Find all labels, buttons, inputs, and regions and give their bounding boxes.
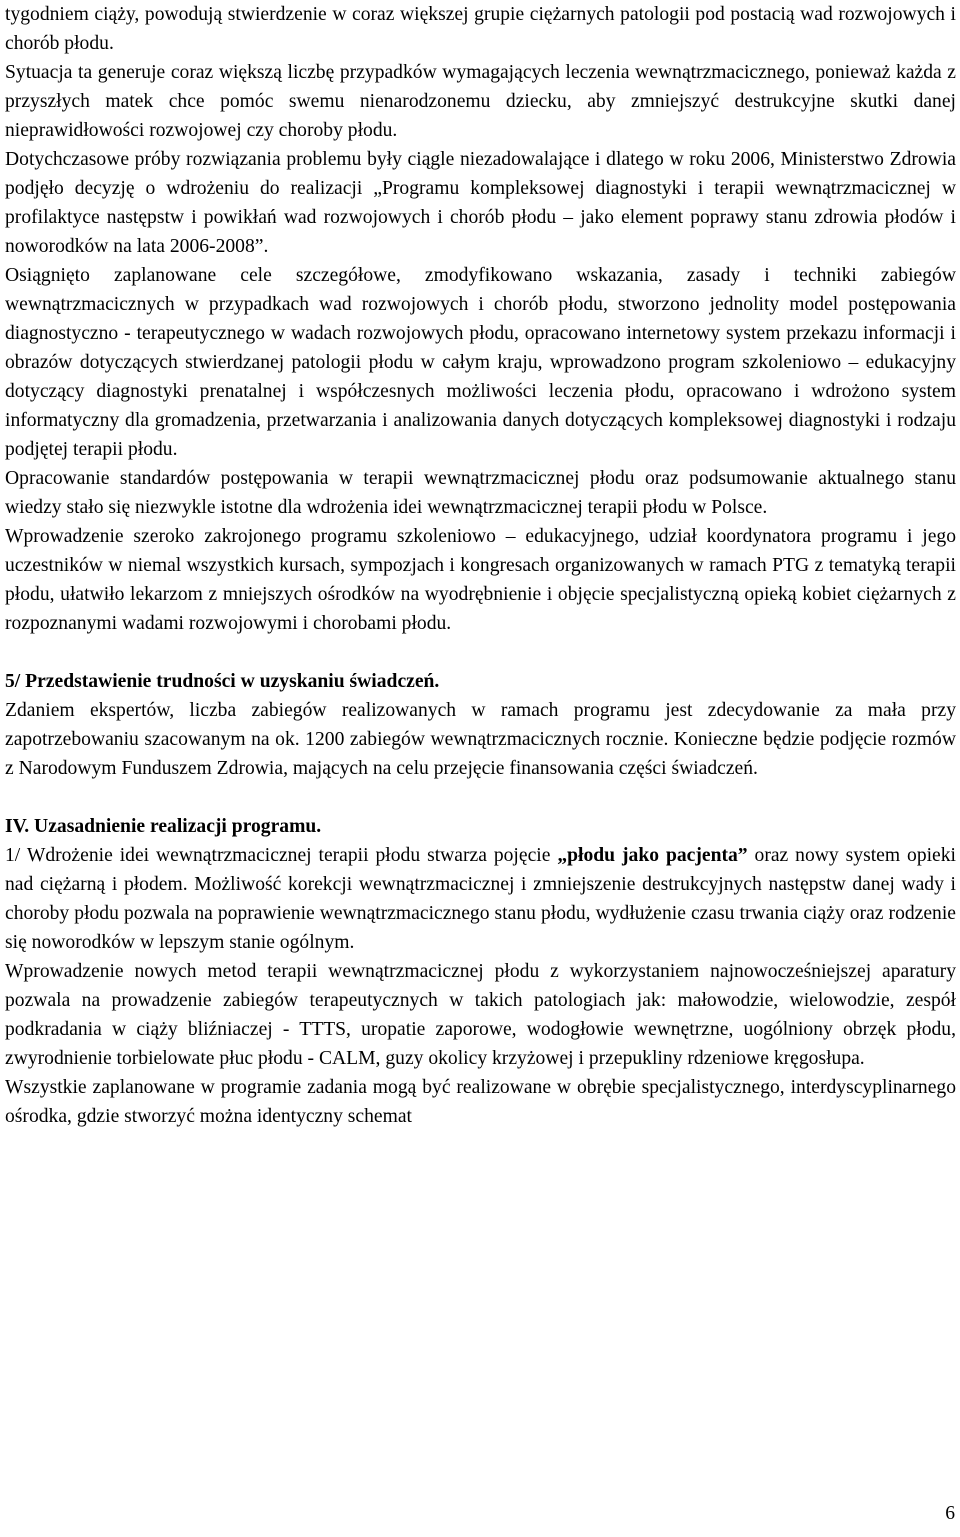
- patient-concept-bold: „płodu jako pacjenta”: [557, 845, 748, 866]
- section-4-heading: IV. Uzasadnienie realizacji programu.: [5, 816, 322, 837]
- paragraph-1: tygodniem ciąży, powodują stwierdzenie w coraz większej grupie ciężarnych patologii pod postacią wad rozwojowych i chorób płodu.: [5, 4, 956, 54]
- document-page: [5, 0, 956, 1131]
- paragraph-3: Dotychczasowe próby rozwiązania problemu były ciągle niezadowalające i dlatego w roku 2006, Ministerstwo Zdrowia podjęło decyzję o wdrożeniu do realizacji „Programu kompleksowej diagnostyki i terapii wewnątrzmacicznej w profilaktyce następstw i powikłań wad rozwojowych i chorób płodu – jako element poprawy stanu zdrowia płodów i noworodków na lata 2006-2008”.: [5, 149, 956, 257]
- page-number: 6: [945, 1503, 955, 1524]
- paragraph-5: Opracowanie standardów postępowania w terapii wewnątrzmacicznej płodu oraz podsumowanie aktualnego stanu wiedzy stało się niezwykle istotne dla wdrożenia idei wewnątrzmacicznej terapii płodu w Polsce.: [5, 468, 956, 518]
- paragraph-4: Osiągnięto zaplanowane cele szczegółowe, zmodyfikowano wskazania, zasady i techniki zabiegów wewnątrzmacicznych w przypadkach wad rozwojowych i chorób płodu, stworzono jednolity model postępowania diagnostyczno - terapeutycznego w wadach rozwojowych płodu, opracowano internetowy system przekazu informacji i obrazów dotyczących stwierdzanej patologii płodu w całym kraju, wprowadzono program szkoleniowo – edukacyjny dotyczący diagnostyki prenatalnej i współczesnych możliwości leczenia płodu, opracowano i wdrożono system informatyczny dla gromadzenia, przetwarzania i analizowania danych dotyczących kompleksowej diagnostyki i rodzaju podjętej terapii płodu.: [5, 265, 956, 460]
- section-5-heading: 5/ Przedstawienie trudności w uzyskaniu świadczeń.: [5, 671, 440, 692]
- paragraph-6: Wprowadzenie szeroko zakrojonego programu szkoleniowo – edukacyjnego, udział koordynatora programu i jego uczestników w niemal wszystkich kursach, sympozjach i kongresach organizowanych w ramach PTG z tematyką terapii płodu, ułatwiło lekarzom z mniejszych ośrodków na wyodrębnienie i objęcie specjalistyczną opieką kobiet ciężarnych z rozpoznanymi wadami rozwojowymi i chorobami płodu.: [5, 526, 956, 634]
- section-4-p1-before: 1/ Wdrożenie idei wewnątrzmacicznej terapii płodu stwarza pojęcie: [5, 845, 558, 866]
- section-4-paragraph-3: Wszystkie zaplanowane w programie zadania mogą być realizowane w obrębie specjalistycznego, interdyscyplinarnego ośrodka, gdzie stworzyć można identyczny schemat: [5, 1077, 956, 1127]
- paragraph-2: Sytuacja ta generuje coraz większą liczbę przypadków wymagających leczenia wewnątrzmacicznego, ponieważ każda z przyszłych matek chce pomóc swemu nienarodzonemu dziecku, aby zmniejszyć destrukcyjne skutki danej nieprawidłowości rozwojowej czy choroby płodu.: [5, 62, 956, 141]
- section-4-paragraph-1: [5, 841, 956, 957]
- section-4-p1-after: oraz nowy system opieki nad ciężarną i płodem. Możliwość korekcji wewnątrzmacicznej i zmniejszenie destrukcyjnych następstw danej wady i choroby płodu pozwala na poprawienie wewnątrzmacicznego stanu płodu, wydłużenie czasu trwania ciąży oraz rodzenie się noworodków w lepszym stanie ogólnym.: [5, 845, 956, 953]
- section-4-paragraph-2: Wprowadzenie nowych metod terapii wewnątrzmacicznej płodu z wykorzystaniem najnowocześniejszej aparatury pozwala na prowadzenie zabiegów terapeutycznych w takich patologiach jak: małowodzie, wielowodzie, zespół podkradania w ciąży bliźniaczej - TTTS, uropatie zaporowe, wodogłowie wewnętrzne, uogólniony obrzęk płodu, zwyrodnienie torbielowate płuc płodu - CALM, guzy okolicy krzyżowej i przepukliny rdzeniowe kręgosłupa.: [5, 961, 956, 1069]
- section-5-paragraph: Zdaniem ekspertów, liczba zabiegów realizowanych w ramach programu jest zdecydowanie za mała przy zapotrzebowaniu szacowanym na ok. 1200 zabiegów wewnątrzmacicznych rocznie. Konieczne będzie podjęcie rozmów z Narodowym Funduszem Zdrowia, mających na celu przejęcie finansowania części świadczeń.: [5, 700, 956, 779]
